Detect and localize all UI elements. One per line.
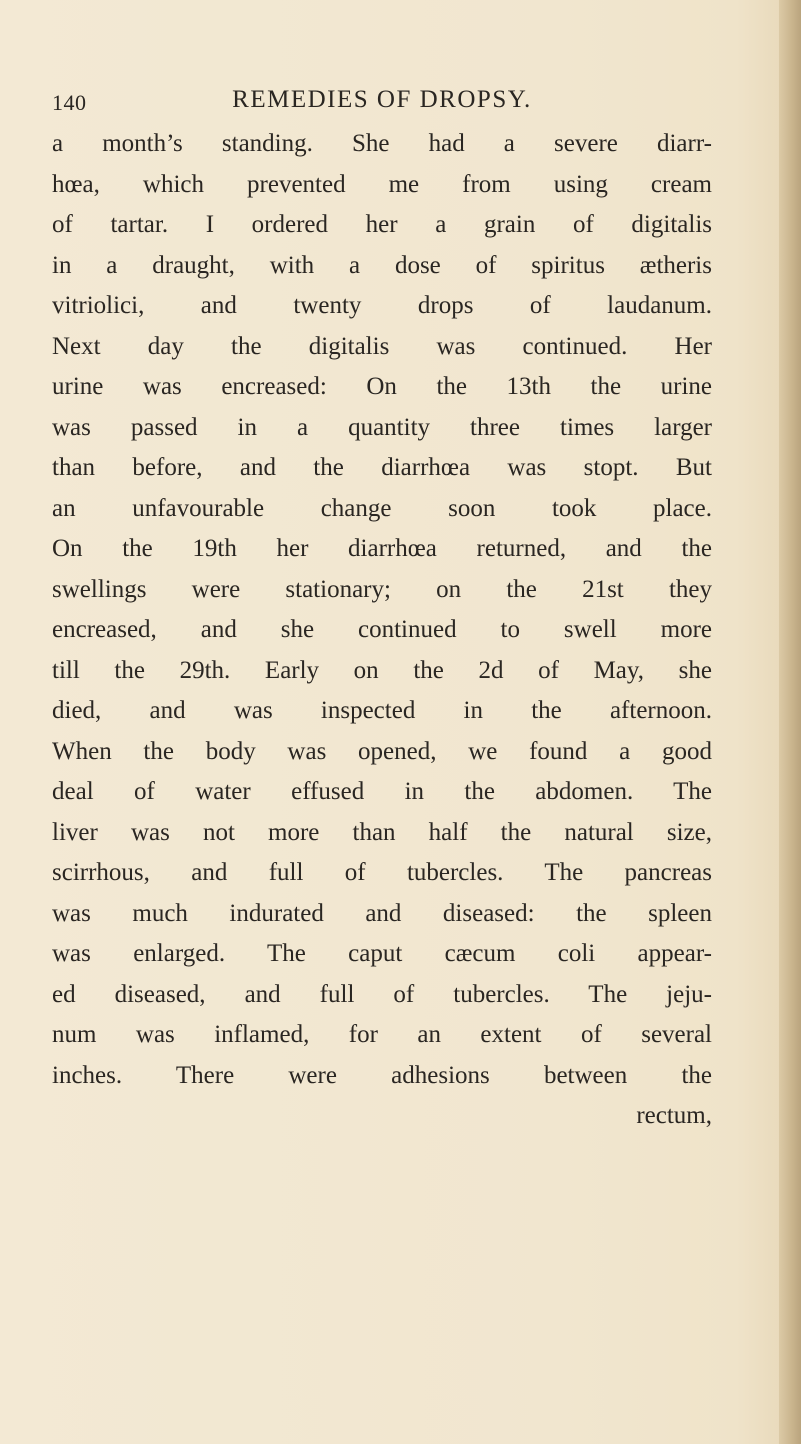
text-line: died, and was inspected in the afternoon. <box>52 697 712 724</box>
text-line: num was inflamed, for an extent of several <box>52 1021 712 1048</box>
text-line: an unfavourable change soon took place. <box>52 494 712 522</box>
text-line: was passed in a quantity three times larger <box>52 413 712 441</box>
text-line: inches. There were adhesions between the <box>52 1061 712 1089</box>
text-line: liver was not more than half the natural size, <box>52 818 712 846</box>
text-line: When the body was opened, we found a good <box>52 737 712 765</box>
text-line: scirrhous, and full of tubercles. The pancreas <box>52 859 712 886</box>
page-header <box>52 86 712 122</box>
catchword: rectum, <box>636 1102 712 1129</box>
text-line: swellings were stationary; on the 21st they <box>52 575 712 603</box>
body-text <box>52 124 712 1137</box>
text-line: On the 19th her diarrhœa returned, and the <box>52 535 712 562</box>
text-line: was enlarged. The caput cæcum coli appear- <box>52 940 712 967</box>
running-head: REMEDIES OF DROPSY. <box>232 86 532 113</box>
text-line: than before, and the diarrhœa was stopt. But <box>52 454 712 481</box>
text-line: was much indurated and diseased: the spleen <box>52 899 712 927</box>
page-number: 140 <box>52 90 87 115</box>
text-line: deal of water effused in the abdomen. The <box>52 778 712 805</box>
text-line: urine was encreased: On the 13th the urine <box>52 373 712 400</box>
text-line: till the 29th. Early on the 2d of May, she <box>52 656 712 684</box>
text-line: in a draught, with a dose of spiritus ætheris <box>52 251 712 279</box>
text-line: a month’s standing. She had a severe diarr- <box>52 130 712 157</box>
page-edge <box>779 0 801 1444</box>
text-line: encreased, and she continued to swell more <box>52 616 712 643</box>
text-line: of tartar. I ordered her a grain of digitalis <box>52 211 712 238</box>
text-line: hœa, which prevented me from using cream <box>52 170 712 198</box>
text-line: Next day the digitalis was continued. Her <box>52 332 712 360</box>
text-line: ed diseased, and full of tubercles. The jeju- <box>52 980 712 1008</box>
text-line: vitriolici, and twenty drops of laudanum. <box>52 292 712 319</box>
